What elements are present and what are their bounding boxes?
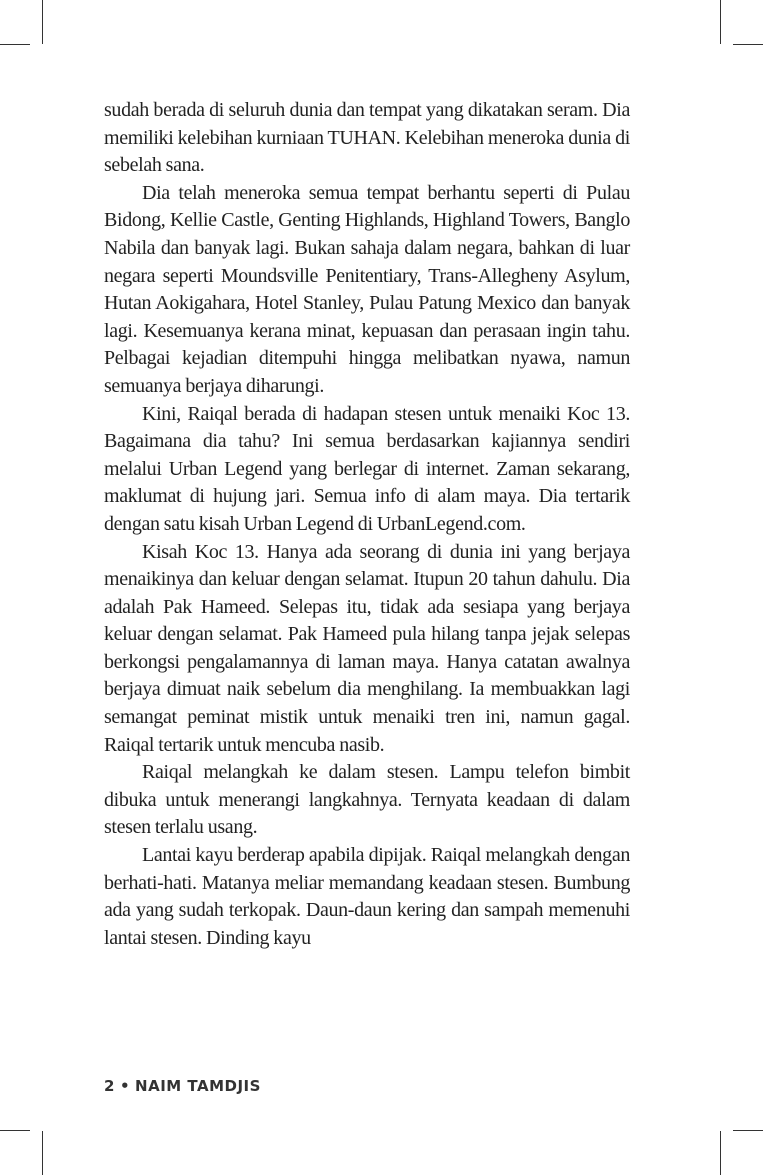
crop-mark-bottom-left-vertical — [42, 1131, 43, 1175]
paragraph-3: Kini, Raiqal berada di hadapan stesen untuk menaiki Koc 13. Bagaimana dia tahu? Ini semua berdasarkan kajiannya sendiri melalui Urban Legend yang berlegar di internet. Zaman sekarang, maklumat di hujung jari. Semua info di alam maya. Dia tertarik dengan satu kisah Urban Legend di UrbanLegend.com. — [104, 402, 630, 535]
paragraph-4: Kisah Koc 13. Hanya ada seorang di dunia ini yang berjaya menaikinya dan keluar dengan selamat. Itupun 20 tahun dahulu. Dia adalah Pak Hameed. Selepas itu, tidak ada sesiapa yang berjaya keluar dengan selamat. Pak Hameed pula hilang tanpa jejak selepas berkongsi pengalamannya di laman maya. Hanya catatan awalnya berjaya dimuat naik sebelum dia menghilang. Ia membuakkan lagi semangat peminat mistik untuk menaiki tren ini, namun gagal. Raiqal tertarik untuk mencuba nasib. — [104, 540, 630, 756]
crop-mark-top-left-horizontal — [0, 44, 30, 45]
footer-separator: • — [119, 1077, 131, 1095]
paragraph-2: Dia telah meneroka semua tempat berhantu seperti di Pulau Bidong, Kellie Castle, Genting Highlands, Highland Towers, Banglo Nabila dan banyak lagi. Bukan sahaja dalam negara, bahkan di luar negara seperti Moundsville Penitentiary, Trans-Allegheny Asylum, Hutan Aokigahara, Hotel Stanley, Pulau Patung Mexico dan banyak lagi. Kesemuanya kerana minat, kepuasan dan perasaan ingin tahu. Pelbagai kejadian ditempuhi hingga melibatkan nyawa, namun semuanya berjaya diharungi. — [104, 181, 630, 397]
page-footer — [104, 1077, 261, 1095]
crop-mark-top-left-vertical — [42, 0, 43, 44]
crop-mark-bottom-left-horizontal — [0, 1130, 30, 1131]
crop-mark-bottom-right-horizontal — [733, 1130, 763, 1131]
page-body — [104, 97, 630, 952]
author-name: NAIM TAMDJIS — [135, 1077, 261, 1095]
crop-mark-top-right-vertical — [720, 0, 721, 44]
paragraph-5: Raiqal melangkah ke dalam stesen. Lampu telefon bimbit dibuka untuk menerangi langkahnya. Ternyata keadaan di dalam stesen terlalu usang. — [104, 761, 630, 839]
crop-mark-bottom-right-vertical — [720, 1131, 721, 1175]
crop-mark-top-right-horizontal — [733, 44, 763, 45]
paragraph-1: sudah berada di seluruh dunia dan tempat yang dikatakan seram. Dia memiliki kelebihan kurniaan TUHAN. Kelebihan meneroka dunia di sebelah sana. — [104, 99, 630, 177]
page-number: 2 — [104, 1077, 115, 1095]
paragraph-6: Lantai kayu berderap apabila dipijak. Raiqal melangkah dengan berhati-hati. Matanya meliar memandang keadaan stesen. Bumbung ada yang sudah terkopak. Daun-daun kering dan sampah memenuhi lantai stesen. Dinding kayu — [104, 844, 630, 949]
